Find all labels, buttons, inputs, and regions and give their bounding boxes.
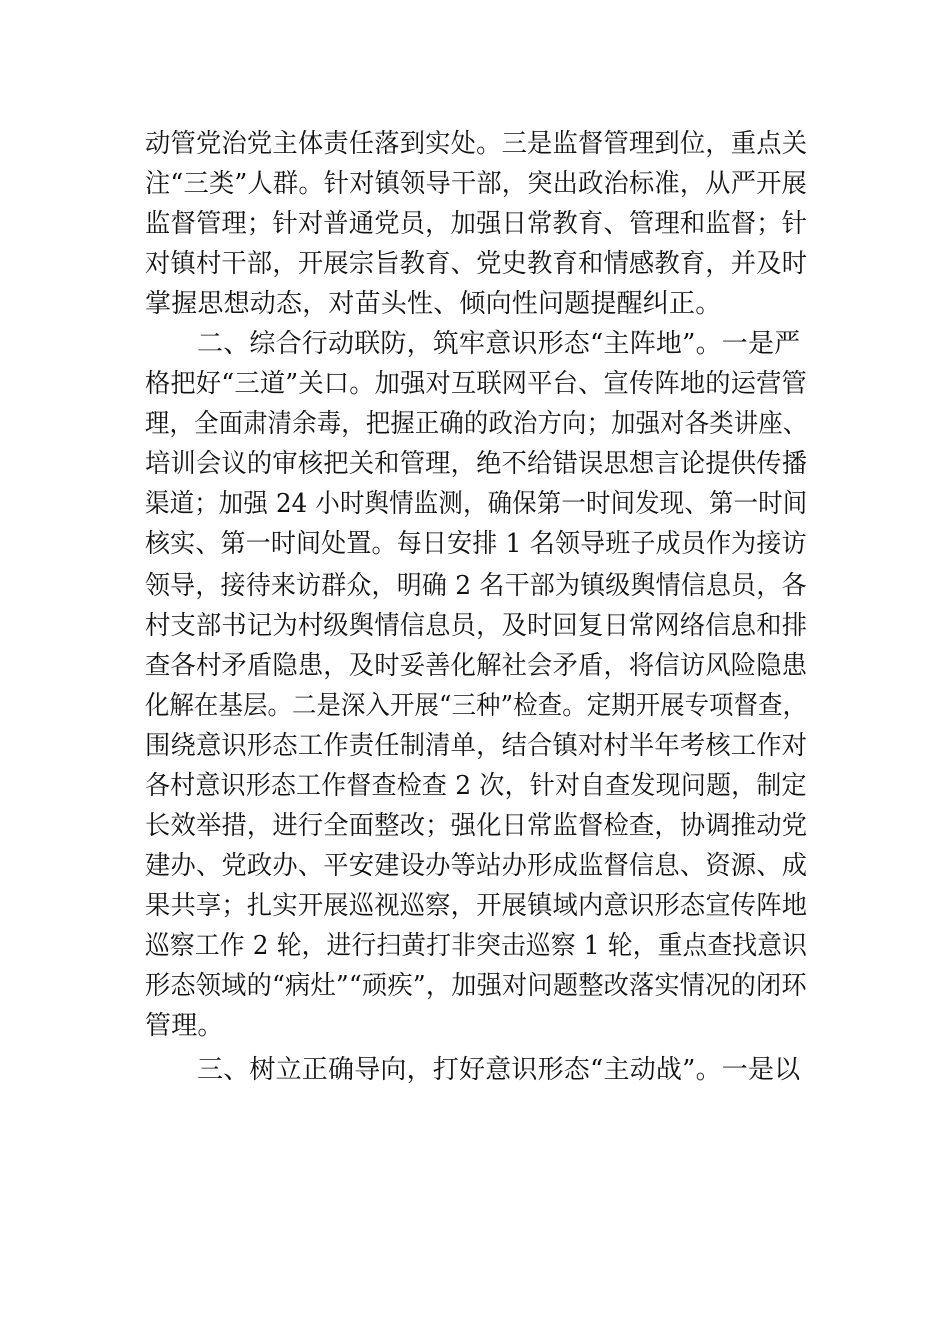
- text-line: 村支部书记为村级舆情信息员，及时回复日常网络信息和排: [145, 611, 808, 641]
- text-line: 化解在基层。二是深入开展“三种”检查。定期开展专项督查，: [145, 691, 808, 721]
- text-line: 动管党治党主体责任落到实处。三是监督管理到位，重点关: [145, 129, 808, 159]
- text-line: 建办、党政办、平安建设办等站办形成监督信息、资源、成: [145, 851, 808, 881]
- text-line: 各村意识形态工作督查检查 2 次，针对自查发现问题，制定: [145, 771, 807, 801]
- text-line: 监督管理；针对普通党员，加强日常教育、管理和监督；针: [145, 209, 808, 239]
- text-line: 巡察工作 2 轮，进行扫黄打非突击巡察 1 轮，重点查找意识: [145, 931, 808, 961]
- text-line: 长效举措，进行全面整改；强化日常监督检查，协调推动党: [145, 811, 808, 841]
- text-line: 渠道；加强 24 小时舆情监测，确保第一时间发现、第一时间: [145, 489, 808, 519]
- text-line: 查各村矛盾隐患，及时妥善化解社会矛盾，将信访风险隐患: [145, 651, 808, 681]
- text-line: 注“三类”人群。针对镇领导干部，突出政治标准，从严开展: [145, 169, 807, 199]
- paragraph-heading-line: 三、树立正确导向，打好意识形态“主动战”。一是以: [197, 1055, 801, 1085]
- text-line: 果共享；扎实开展巡视巡察，开展镇域内意识形态宣传阵地: [145, 891, 808, 921]
- text-line: 格把好“三道”关口。加强对互联网平台、宣传阵地的运营管: [145, 369, 807, 399]
- text-line: 核实、第一时间处置。每日安排 1 名领导班子成员作为接访: [145, 529, 807, 559]
- text-line: 理，全面肃清余毒，把握正确的政治方向；加强对各类讲座、: [145, 409, 808, 439]
- paragraph-heading-line: 二、综合行动联防，筑牢意识形态“主阵地”。一是严: [197, 329, 801, 359]
- text-line: 培训会议的审核把关和管理，绝不给错误思想言论提供传播: [145, 449, 808, 479]
- text-line: 围绕意识形态工作责任制清单，结合镇对村半年考核工作对: [145, 731, 808, 761]
- text-line: 领导，接待来访群众，明确 2 名干部为镇级舆情信息员，各: [145, 571, 807, 601]
- text-line: 掌握思想动态，对苗头性、倾向性问题提醒纠正。: [145, 289, 722, 319]
- text-line: 形态领域的“病灶”“顽疾”，加强对问题整改落实情况的闭环: [145, 971, 807, 1001]
- text-line: 对镇村干部，开展宗旨教育、党史教育和情感教育，并及时: [145, 249, 808, 279]
- text-line: 管理。: [145, 1011, 224, 1041]
